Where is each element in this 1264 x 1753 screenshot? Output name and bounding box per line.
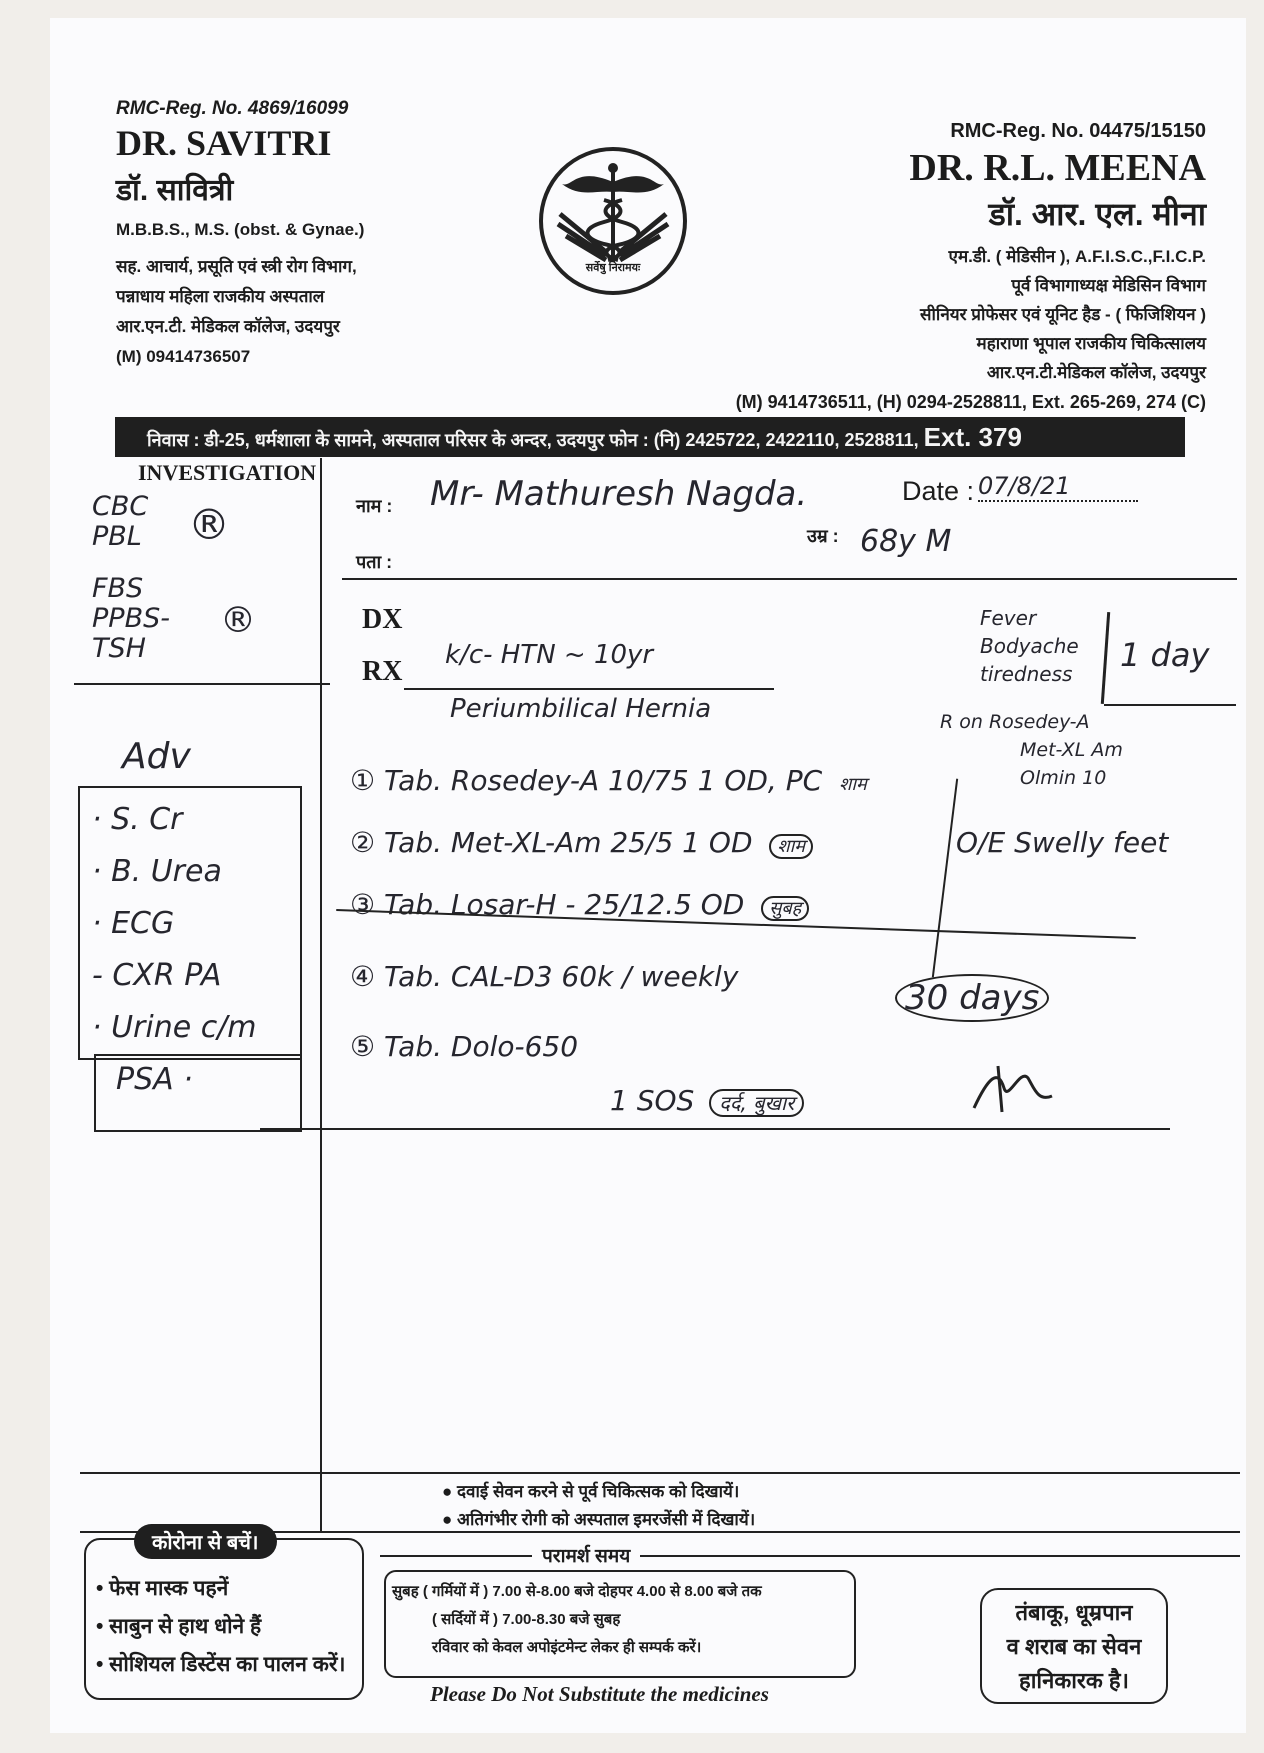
detail-line: आर.एन.टी. मेडिकल कॉलेज, उदयपुर: [116, 317, 340, 336]
instruction-line: ● दवाई सेवन करने से पूर्व चिकित्सक को दिखायें।: [442, 1482, 740, 1501]
medication-timing: शाम: [769, 834, 813, 859]
detail-line: सीनियर प्रोफेसर एवं यूनिट हैड - ( फिजिशियन ): [920, 305, 1206, 324]
prescription-sheet: [50, 18, 1246, 1733]
consult-line: सुबह ( गर्मियों में ) 7.00 से-8.00 बजे दोहपर 4.00 से 8.00 बजे तक: [392, 1583, 762, 1600]
address-text: निवास : डी-25, धर्मशाला के सामने, अस्पताल परिसर के अन्दर, उदयपुर फोन : (नि) 2425722, 2422110, 2528811,: [147, 430, 919, 450]
investigation-item: PBL: [92, 521, 142, 552]
duration-value: 30 days: [895, 974, 1049, 1022]
advice-item: · S. Cr: [92, 802, 183, 837]
symptoms-bracket: [1101, 612, 1110, 704]
right-doctor-reg: RMC-Reg. No. 04475/15150: [950, 120, 1206, 142]
exam-bracket: [932, 779, 958, 978]
dx-label: DX: [362, 604, 403, 635]
investigation-item: PPBS-: [92, 603, 170, 634]
right-doctor-details: [920, 242, 1206, 387]
medication-item: [350, 1030, 578, 1063]
footer-divider-top: [80, 1472, 1240, 1474]
right-doctor-phones: (M) 9414736511, (H) 0294-2528811, Ext. 265-269, 274 (C): [735, 392, 1206, 412]
header-divider: [342, 578, 1237, 580]
corona-title: कोरोना से बचें।: [134, 1524, 277, 1559]
detail-line: पूर्व विभागाध्यक्ष मेडिसिन विभाग: [1011, 276, 1206, 295]
medication-item: [610, 1084, 804, 1117]
right-doctor-name: DR. R.L. MEENA: [909, 147, 1206, 189]
symptoms-list: [980, 604, 1079, 688]
investigation-list: [92, 492, 170, 664]
consult-lines: [386, 1572, 854, 1662]
previous-rx-line: Olmin 10: [1020, 767, 1107, 789]
detail-line: आर.एन.टी.मेडिकल कॉलेज, उदयपुर: [986, 363, 1206, 382]
consult-title-line: [380, 1555, 1240, 1557]
left-doctor-details: [116, 252, 357, 372]
detail-line: सह. आचार्य, प्रसूति एवं स्त्री रोग विभाग,: [116, 257, 357, 276]
consult-title: परामर्श समय: [532, 1542, 640, 1568]
symptom-item: tiredness: [980, 662, 1073, 686]
history-line: [404, 688, 774, 690]
signature-icon: [968, 1058, 1058, 1118]
date-label: Date :: [902, 476, 975, 506]
investigation-underline: [74, 683, 330, 685]
symptom-item: Bodyache: [980, 634, 1079, 658]
emblem-motto: सर्वेषु निरामयः: [585, 262, 641, 274]
history-finding: Periumbilical Hernia: [450, 694, 712, 724]
corona-item: • सोशियल डिस्टेंस का पालन करें।: [96, 1653, 346, 1676]
consult-line: रविवार को केवल अपोइंटमेन्ट लेकर ही सम्पर्क करें।: [432, 1639, 702, 1656]
medication-line: 1 SOS: [610, 1084, 695, 1117]
rx-label: RX: [362, 656, 403, 687]
patient-name: Mr- Mathuresh Nagda.: [430, 474, 808, 514]
medication-line: ① Tab. Rosedey-A 10/75 1 OD, PC: [350, 764, 823, 797]
medication-timing: शाम: [839, 774, 867, 795]
duration-note: [895, 978, 1049, 1018]
tobacco-line: व शराब का सेवन: [1006, 1634, 1142, 1659]
investigation-label: INVESTIGATION: [138, 460, 317, 485]
consult-box: [384, 1570, 856, 1678]
detail-line: महाराणा भूपाल राजकीय चिकित्सालय: [976, 334, 1206, 353]
advice-list: [80, 788, 300, 1054]
date-value: 07/8/21: [978, 472, 1138, 502]
advice-box: [78, 786, 302, 1060]
psa-box: [94, 1054, 302, 1132]
previous-rx-line: R on Rosedey-A: [940, 711, 1090, 733]
column-divider: [320, 458, 322, 1532]
age-label: उम्र :: [807, 526, 839, 546]
medication-line: ④ Tab. CAL-D3 60k / weekly: [350, 960, 739, 993]
consult-line: ( सर्दियों में ) 7.00-8.30 बजे सुबह: [432, 1611, 621, 1628]
advice-title: Adv: [122, 736, 191, 777]
medication-item: [350, 960, 738, 993]
doctor-signature: [968, 1058, 1058, 1123]
advice-item: · Urine c/m: [92, 1010, 257, 1045]
symptom-item: Fever: [980, 606, 1037, 630]
corona-item: • फेस मास्क पहनें: [96, 1577, 229, 1600]
instructions: [442, 1478, 755, 1534]
left-doctor-reg: RMC-Reg. No. 4869/16099: [116, 98, 349, 119]
investigation-item: FBS: [92, 573, 144, 604]
address-label: पता :: [356, 552, 393, 572]
symptoms-duration: 1 day: [1120, 636, 1210, 674]
left-doctor-name-hindi: डॉ. सावित्री: [116, 174, 234, 207]
medication-line: ③ Tab. Losar-H - 25/12.5 OD: [350, 888, 745, 921]
emblem: [536, 144, 690, 298]
medication-timing: दर्द, बुखार: [709, 1089, 804, 1117]
instruction-line: ● अतिगंभीर रोगी को अस्पताल इमरजेंसी में दिखायें।: [442, 1510, 756, 1529]
investigation-item: TSH: [92, 633, 146, 664]
age-value: 68y M: [860, 524, 952, 559]
medication-end-line: [260, 1128, 1170, 1130]
detail-line: एम.डी. ( मेडिसीन ), A.F.I.S.C.,F.I.C.P.: [948, 247, 1206, 266]
left-doctor-degree: M.B.B.S., M.S. (obst. & Gynae.): [116, 220, 365, 239]
medication-line: ② Tab. Met-XL-Am 25/5 1 OD: [350, 826, 753, 859]
tobacco-warning: [982, 1590, 1166, 1698]
investigation-item: CBC: [92, 491, 149, 522]
result-mark: ®: [220, 600, 256, 641]
symptoms-underline: [1104, 704, 1236, 706]
detail-line: पन्नाधाय महिला राजकीय अस्पताल: [116, 287, 325, 306]
tobacco-line: हानिकारक है।: [1019, 1668, 1129, 1693]
substitute-note: Please Do Not Substitute the medicines: [430, 1682, 769, 1706]
medication-item: [350, 764, 867, 797]
medication-item: [350, 888, 809, 921]
detail-line: (M) 09414736507: [116, 347, 251, 366]
left-doctor-name: DR. SAVITRI: [116, 123, 332, 163]
tobacco-box: [980, 1588, 1168, 1704]
address-bar: [115, 417, 1185, 457]
right-doctor-name-hindi: डॉ. आर. एल. मीना: [988, 196, 1206, 232]
corona-item: • साबुन से हाथ धोने हैं: [96, 1615, 262, 1638]
advice-item: · B. Urea: [92, 854, 222, 889]
medication-line: ⑤ Tab. Dolo-650: [350, 1030, 579, 1063]
name-label: नाम :: [356, 496, 393, 516]
advice-item: - CXR PA: [92, 958, 222, 993]
exam-finding: O/E Swelly feet: [956, 826, 1169, 859]
advice-item: · ECG: [92, 906, 175, 941]
previous-rx: [940, 708, 1123, 792]
corona-list: [96, 1570, 345, 1684]
address-ext: Ext. 379: [923, 422, 1022, 452]
result-mark: ®: [188, 500, 230, 549]
medication-timing: सुबह: [761, 896, 809, 921]
complaint-history: k/c- HTN ~ 10yr: [445, 640, 654, 670]
tobacco-line: तंबाकू, धूम्रपान: [1015, 1600, 1133, 1625]
previous-rx-line: Met-XL Am: [1020, 739, 1123, 761]
corona-box: [84, 1532, 364, 1700]
medication-item: [350, 826, 813, 859]
psa-item: PSA ·: [116, 1062, 193, 1097]
